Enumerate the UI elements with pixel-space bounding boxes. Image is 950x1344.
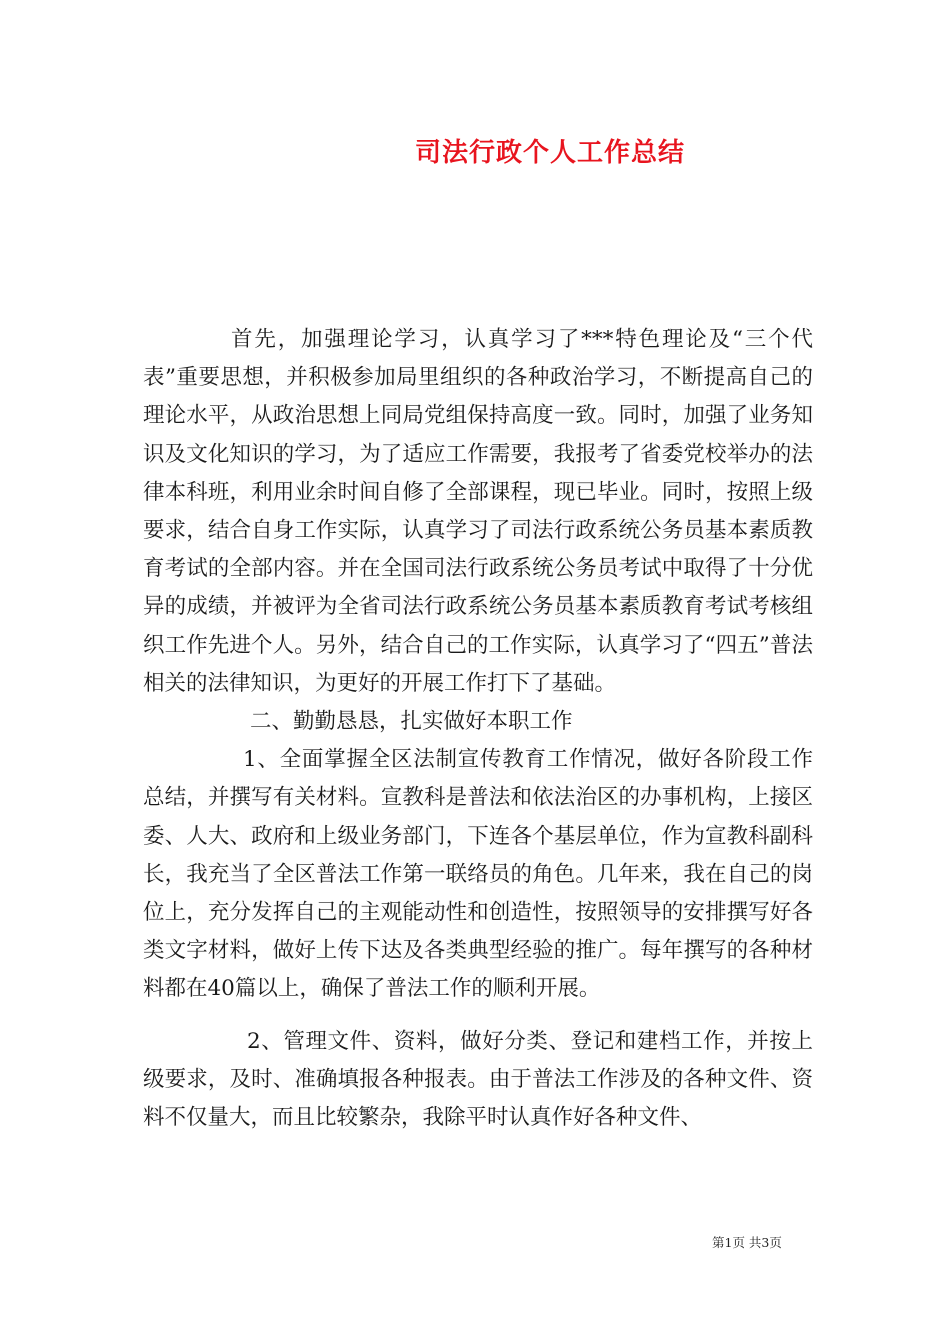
document-title: 司法行政个人工作总结	[414, 138, 685, 168]
paragraph-item-2: 2、管理文件、资料，做好分类、登记和建档工作，并按上级要求，及时、准确填报各种报表。由于普法工作涉及的各种文件、资料不仅量大，而且比较繁杂，我除平时认真作好各种文件、	[143, 1028, 813, 1131]
page-number-footer: 第1页 共3页	[712, 1235, 782, 1250]
paragraph-item-1: 1、全面掌握全区法制宣传教育工作情况，做好各阶段工作总结，并撰写有关材料。宣教科是普法和依法治区的办事机构，上接区委、人大、政府和上级业务部门，下连各个基层单位，作为宣教科副科长，我充当了全区普法工作第一联络员的角色。几年来，我在自己的岗位上，充分发挥自己的主观能动性和创造性，按照领导的安排撰写好各类文字材料，做好上传下达及各类典型经验的推广。每年撰写的各种材料都在40篇以上，确保了普法工作的顺利开展。	[143, 747, 813, 1002]
paragraph-theory-study: 首先，加强理论学习，认真学习了***特色理论及“三个代表”重要思想，并积极参加局里组织的各种政治学习，不断提高自己的理论水平，从政治思想上同局党组保持高度一致。同时，加强了业务知识及文化知识的学习，为了适应工作需要，我报考了省委党校举办的法律本科班，利用业余时间自修了全部课程，现已毕业。同时，按照上级要求，结合自身工作实际，认真学习了司法行政系统公务员基本素质教育考试的全部内容。并在全国司法行政系统公务员考试中取得了十分优异的成绩，并被评为全省司法行政系统公务员基本素质教育考试考核组织工作先进个人。另外，结合自己的工作实际，认真学习了“四五”普法相关的法律知识，为更好的开展工作打下了基础。	[143, 327, 813, 696]
section-heading: 二、勤勤恳恳，扎实做好本职工作	[250, 709, 573, 735]
document-body	[143, 321, 813, 1137]
